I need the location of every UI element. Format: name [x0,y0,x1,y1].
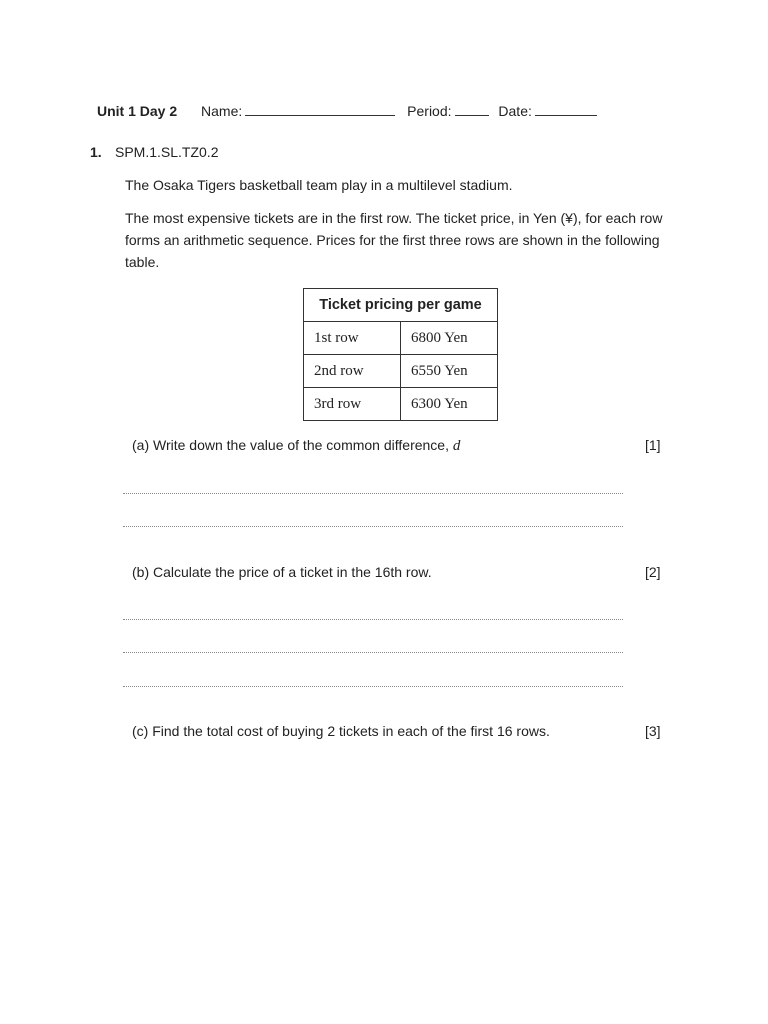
date-label: Date: [498,103,532,119]
row-price: 6550 Yen [401,355,498,388]
name-field[interactable] [245,101,395,116]
period-field[interactable] [455,101,489,116]
row-price: 6800 Yen [401,322,498,355]
question-number: 1. [90,144,102,160]
row-price: 6300 Yen [401,388,498,421]
question-code: SPM.1.SL.TZ0.2 [115,144,219,160]
part-a-marks: [1] [645,437,661,453]
part-a-prompt [132,437,460,455]
part-b-marks: [2] [645,564,661,580]
answer-line[interactable] [123,686,623,687]
date-field[interactable] [535,101,597,116]
answer-line[interactable] [123,652,623,653]
table-header-row [304,289,498,322]
name-label: Name: [201,103,243,119]
row-label: 1st row [304,322,401,355]
part-c-marks: [3] [645,723,661,739]
part-b-prompt: (b) Calculate the price of a ticket in the 16th row. [132,564,432,580]
unit-title: Unit 1 Day 2 [97,103,178,119]
table-row [304,322,498,355]
answer-line[interactable] [123,619,623,620]
part-c-prompt: (c) Find the total cost of buying 2 tickets in each of the first 16 rows. [132,723,550,739]
part-a-variable: d [452,438,461,454]
table-title: Ticket pricing per game [304,289,498,322]
row-label: 3rd row [304,388,401,421]
question-intro: The Osaka Tigers basketball team play in a multilevel stadium. [125,177,513,193]
worksheet-header [97,101,597,119]
row-label: 2nd row [304,355,401,388]
answer-line[interactable] [123,493,623,494]
part-a-text: (a) Write down the value of the common difference, [132,437,449,453]
answer-line[interactable] [123,526,623,527]
period-label: Period: [407,103,452,119]
table-row [304,355,498,388]
table-row [304,388,498,421]
question-description: The most expensive tickets are in the first row. The ticket price, in Yen (¥), for each row forms an arithmetic sequence. Prices for the first three rows are shown in the following table. [125,210,663,270]
ticket-pricing-table [303,288,498,421]
